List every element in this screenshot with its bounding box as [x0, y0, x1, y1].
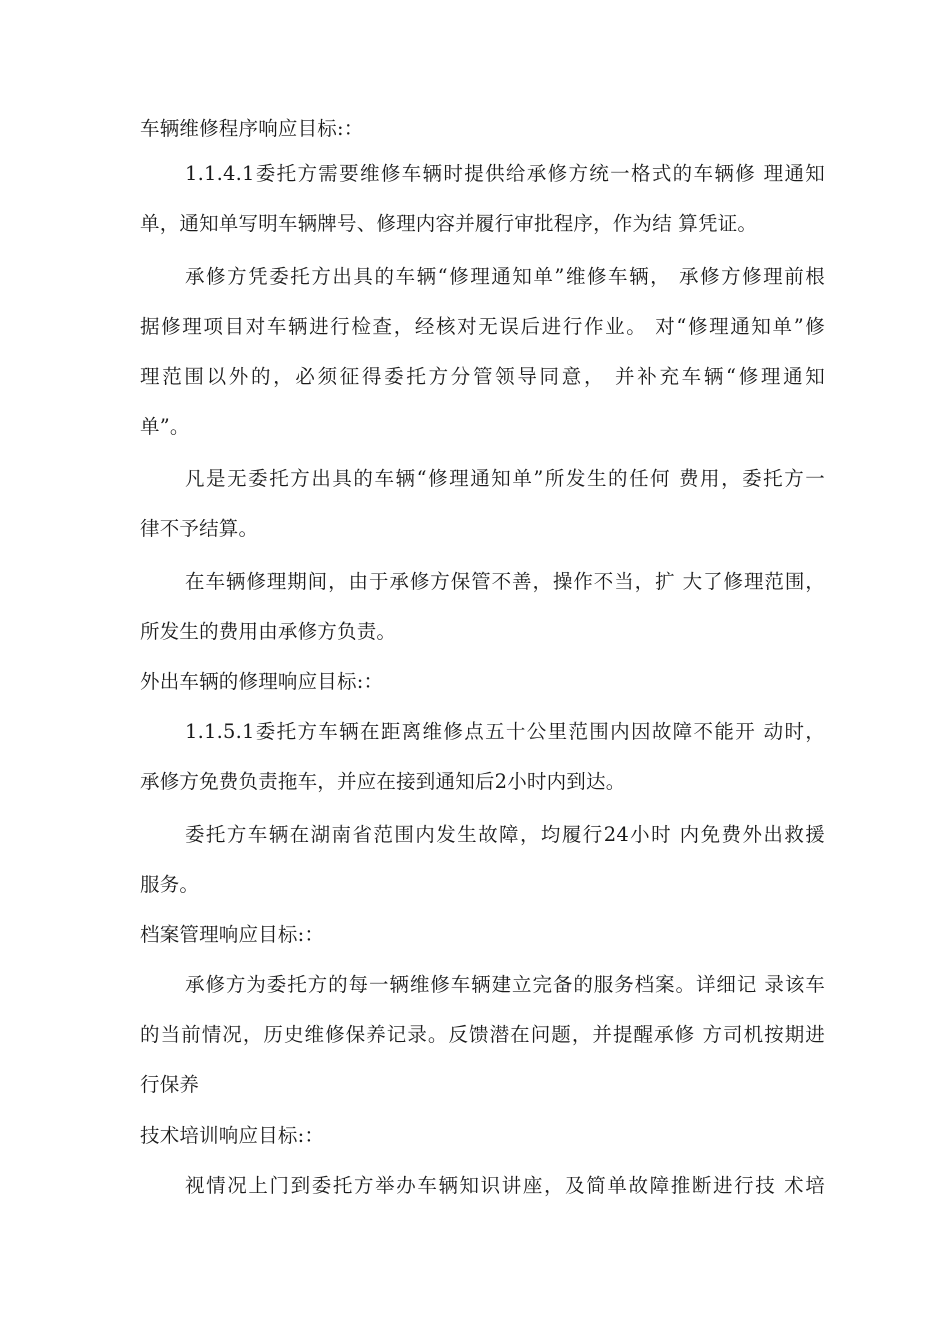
paragraph-line: 承修方免费负责拖车，并应在接到通知后2小时内到达。	[140, 770, 626, 793]
paragraph-line: 据修理项目对车辆进行检查，经核对无误后进行作业。 对“修理通知单”修	[140, 315, 825, 338]
paragraph-line: 律不予结算。	[140, 517, 259, 540]
paragraph-line: 1.1.4.1委托方需要维修车辆时提供给承修方统一格式的车辆修 理通知	[185, 162, 825, 185]
paragraph-line: 在车辆修理期间，由于承修方保管不善，操作不当，扩 大了修理范围，	[185, 570, 825, 593]
paragraph-line: 单，通知单写明车辆牌号、修理内容并履行审批程序，作为结 算凭证。	[140, 212, 758, 235]
paragraph-line: 1.1.5.1委托方车辆在距离维修点五十公里范围内因故障不能开 动时，	[185, 720, 825, 743]
paragraph-line: 承修方为委托方的每一辆维修车辆建立完备的服务档案。详细记 录该车	[185, 973, 825, 996]
section-heading-outside-repair: 外出车辆的修理响应目标:：	[140, 670, 384, 693]
paragraph-line: 服务。	[140, 873, 200, 896]
section-heading-archive-management: 档案管理响应目标:：	[140, 923, 325, 946]
paragraph-line: 凡是无委托方出具的车辆“修理通知单”所发生的任何 费用，委托方一	[185, 467, 825, 490]
paragraph-line: 行保养	[140, 1073, 200, 1096]
paragraph-line: 所发生的费用由承修方负责。	[140, 620, 397, 643]
paragraph-line: 单”。	[140, 415, 190, 438]
paragraph-line: 承修方凭委托方出具的车辆“修理通知单”维修车辆， 承修方修理前根	[185, 265, 825, 288]
paragraph-line: 视情况上门到委托方举办车辆知识讲座，及简单故障推断进行技 术培	[185, 1174, 825, 1197]
paragraph-line: 的当前情况，历史维修保养记录。反馈潜在问题，并提醒承修 方司机按期进	[140, 1023, 825, 1046]
section-heading-technical-training: 技术培训响应目标:：	[140, 1124, 325, 1147]
section-heading-vehicle-repair: 车辆维修程序响应目标:：	[140, 117, 364, 140]
paragraph-line: 理范围以外的，必须征得委托方分管领导同意， 并补充车辆“修理通知	[140, 365, 825, 388]
paragraph-line: 委托方车辆在湖南省范围内发生故障，均履行24小时 内免费外出救援	[185, 823, 825, 846]
